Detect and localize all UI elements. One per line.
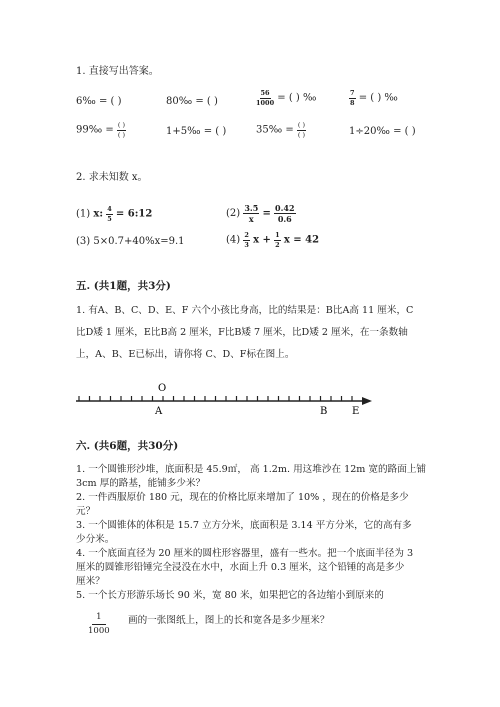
s6-q5-line-2: 画的一张图纸上，图上的长和宽各是多少厘米？ <box>128 615 330 626</box>
blank-fraction <box>117 122 126 138</box>
blank-fraction <box>297 122 306 138</box>
fraction-numerator: ( ) <box>117 121 126 129</box>
s6-q4-line-2: 厘米的圆锥形铅锤完全浸没在水中，水面上升 0.3 厘米，这个铅锤的高是多少 <box>76 562 405 573</box>
equation-4-tail: x = 42 <box>283 234 320 246</box>
q1-row1-b: 80‰ = ( ) <box>166 96 218 107</box>
fraction-denominator: 8 <box>350 98 355 107</box>
fraction-denominator: 2 <box>275 240 280 249</box>
q1-row2-c <box>256 122 306 138</box>
q1-row2-d: 1÷20‰ = ( ) <box>349 126 416 137</box>
q1-row1-c <box>256 90 316 106</box>
fraction-numerator: 56 <box>260 89 270 97</box>
s6-q2-line-2: 元？ <box>76 506 96 517</box>
s6-q4-line-3: 厘米？ <box>76 576 105 587</box>
equation-4-mid: x + <box>253 234 271 246</box>
fraction-4-5 <box>106 206 113 222</box>
fraction-denominator: 3 <box>244 240 249 249</box>
q1-row2-b: 1+5‰ = ( ) <box>166 126 227 137</box>
section-5-line-3: 上，A、B、E已标出，请你将 C、D、F标在图上。 <box>76 349 295 360</box>
section-6-heading: 六. (共6题，共30分) <box>76 440 179 452</box>
fraction-56-1000 <box>256 90 274 106</box>
fraction-0.42-0.6 <box>274 204 295 223</box>
s6-q5-fraction <box>88 613 110 635</box>
s6-q1-line-2: 3cm 厚的路基，能铺多少米？ <box>76 478 206 489</box>
section-5-line-2: 比D矮 1 厘米，E比B高 2 厘米，F比B矮 7 厘米，比D矮 2 厘米，在一条数轴 <box>76 327 408 338</box>
question-1-title: 1. 直接写出答案。 <box>76 66 159 77</box>
fraction-3.5-x <box>243 204 259 223</box>
number-line-ticks <box>79 396 352 401</box>
fraction-numerator: 4 <box>107 205 112 213</box>
q1-row2-c-text: 35‰ = <box>256 124 294 136</box>
equation-3: (3) 5×0.7+40%x=9.1 <box>76 236 185 247</box>
fraction-numerator: 1 <box>275 231 280 239</box>
q1-row1-d <box>349 90 398 106</box>
q1-row2-a <box>76 122 126 138</box>
q1-row2-a-text: 99‰ = <box>76 124 114 136</box>
fraction-denominator: x <box>248 214 254 224</box>
fraction-1-1000 <box>88 613 110 635</box>
q1-row1-d-tail: = ( ) ‰ <box>358 92 398 104</box>
fraction-denominator: ( ) <box>297 130 306 139</box>
fraction-numerator: 2 <box>244 231 249 239</box>
section-5-heading: 五. (共1题，共3分) <box>76 280 171 292</box>
fraction-numerator: 3.5 <box>244 203 259 213</box>
s6-q5-line-1: 5. 一个长方形游乐场长 90 米，宽 80 米，如果把它的各边缩小到原来的 <box>76 590 384 601</box>
s6-q2-line-1: 2. 一件西服原价 180 元，现在的价格比原来增加了 10% ，现在的价格是多少 <box>76 492 409 503</box>
number-line-arrow <box>362 397 372 405</box>
fraction-numerator: 1 <box>92 613 105 625</box>
fraction-denominator: 1000 <box>88 625 110 636</box>
q1-row1-c-tail: = ( ) ‰ <box>277 92 317 104</box>
equation-2-equals: = <box>262 208 271 219</box>
q1-row1-a: 6‰ = ( ) <box>76 96 122 107</box>
equation-label: (4) <box>226 234 241 246</box>
equation-1-post: = 6:12 <box>115 208 153 220</box>
s6-q1-line-1: 1. 一个圆锥形沙堆，底面积是 45.9㎡， 高 1.2m. 用这堆沙在 12m 宽的路面上铺 <box>76 464 427 475</box>
equation-1-pre: x: <box>93 208 104 220</box>
fraction-denominator: 0.6 <box>277 214 292 224</box>
equation-2 <box>226 204 296 223</box>
fraction-1-2 <box>274 232 281 248</box>
section-5-line-1: 1. 有A、B、C、D、E、F 六个小孩比身高，比的结果是：B比A高 11 厘米，C <box>76 305 414 316</box>
fraction-denominator: ( ) <box>117 130 126 139</box>
question-2-title: 2. 求未知数 x。 <box>76 172 148 183</box>
fraction-numerator: 0.42 <box>275 203 295 213</box>
equation-label: (2) <box>226 208 241 219</box>
label-a: A <box>155 406 163 417</box>
fraction-2-3 <box>243 232 250 248</box>
equation-1 <box>76 206 152 222</box>
equation-label: (1) <box>76 208 91 220</box>
equation-4 <box>226 232 319 248</box>
label-e: E <box>352 406 360 417</box>
s6-q3-line-1: 3. 一个圆锥体的体积是 15.7 立方分米，底面积是 3.14 平方分米，它的高有多 <box>76 520 412 531</box>
fraction-denominator: 1000 <box>256 98 275 107</box>
fraction-numerator: 7 <box>350 89 355 97</box>
fraction-7-8 <box>349 90 356 106</box>
s6-q3-line-2: 少分米。 <box>76 534 115 545</box>
label-b: B <box>320 406 328 417</box>
label-o: O <box>158 383 167 394</box>
fraction-numerator: ( ) <box>297 121 306 129</box>
s6-q4-line-1: 4. 一个底面直径为 20 厘米的圆柱形容器里，盛有一些水。把一个底面半径为 3 <box>76 548 414 559</box>
fraction-denominator: 5 <box>107 214 112 223</box>
number-line <box>76 380 376 420</box>
